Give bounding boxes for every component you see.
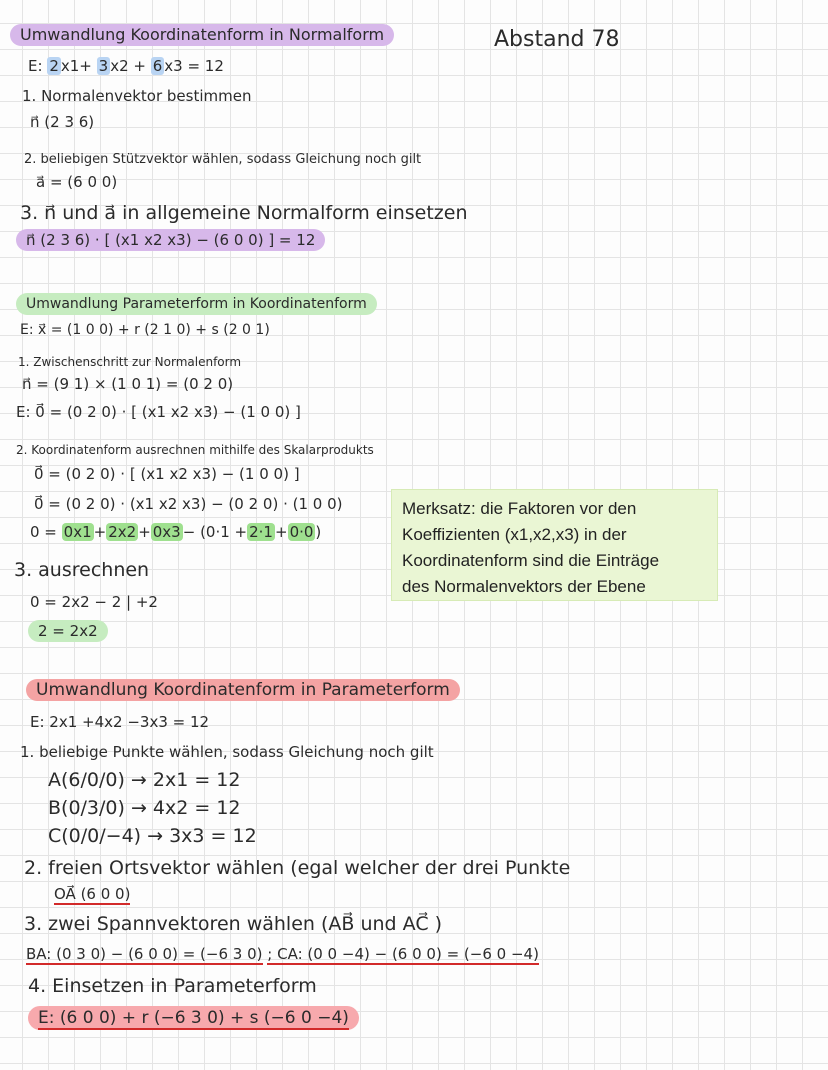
section1-step3-value: n⃗ (2 3 6) · [ (x1 x2 x3) − (6 0 0) ] = 12 [16, 229, 325, 251]
header-note: Abstand 78 [494, 27, 620, 52]
section2-step2: 2. Koordinatenform ausrechnen mithilfe des Skalarprodukts [16, 443, 374, 457]
section3-point-c: C(0/0/−4) → 3x3 = 12 [48, 825, 257, 847]
section2-title: Umwandlung Parameterform in Koordinatenform [16, 293, 377, 315]
section3-step2: 2. freien Ortsvektor wählen (egal welcher der drei Punkte [24, 857, 571, 879]
section2-step2-line1: 0⃗ = (0 2 0) · [ (x1 x2 x3) − (1 0 0) ] [34, 465, 300, 483]
section1-step2: 2. beliebigen Stützvektor wählen, sodass Gleichung noch gilt [24, 152, 422, 167]
merksatz-line: des Normalenvektors der Ebene [402, 577, 646, 596]
section3-step2-value: OA⃗ (6 0 0) [54, 885, 131, 903]
section2-step1-value-b: E: 0⃗ = (0 2 0) · [ (x1 x2 x3) − (1 0 0) ] [16, 403, 301, 421]
section3-step1: 1. beliebige Punkte wählen, sodass Gleichung noch gilt [20, 743, 434, 761]
section2-step3-value: 0 = 2x2 − 2 | +2 [30, 593, 158, 611]
section3-point-a: A(6/0/0) → 2x1 = 12 [48, 769, 241, 791]
section1-step1: 1. Normalenvektor bestimmen [22, 87, 252, 105]
section1-step3: 3. n⃗ und a⃗ in allgemeine Normalform einsetzen [20, 202, 468, 224]
section1-step1-value: n⃗ (2 3 6) [30, 113, 95, 131]
section2-step1: 1. Zwischenschritt zur Normalenform [18, 355, 242, 369]
section2-step2-line3: 0 = 0x1 + 2x2 + 0x3 − (0·1 + 2·1 + 0·0 ) [30, 523, 322, 541]
section3-equation: E: 2x1 +4x2 −3x3 = 12 [30, 713, 210, 731]
section2-step3: 3. ausrechnen [14, 559, 150, 581]
section3-step4-value: E: (6 0 0) + r (−6 3 0) + s (−6 0 −4) [28, 1006, 359, 1030]
section3-step4: 4. Einsetzen in Parameterform [28, 975, 317, 997]
merksatz-line: Koeffizienten (x1,x2,x3) in der [402, 525, 627, 544]
section3-step3: 3. zwei Spannvektoren wählen (AB⃗ und AC⃗ ) [24, 913, 443, 935]
section2-step3-result: 2 = 2x2 [28, 620, 108, 642]
section2-equation: E: x⃗ = (1 0 0) + r (2 1 0) + s (2 0 1) [20, 322, 270, 338]
section2-step2-line2: 0⃗ = (0 2 0) · (x1 x2 x3) − (0 2 0) · (1 0 0) [34, 495, 343, 513]
section3-step3-value: BA: (0 3 0) − (6 0 0) = (−6 3 0) ; CA: (0 0 −4) − (6 0 0) = (−6 0 −4) [26, 945, 539, 963]
section3-point-b: B(0/3/0) → 4x2 = 12 [48, 797, 241, 819]
section1-step2-value: a⃗ = (6 0 0) [36, 173, 118, 191]
section3-title: Umwandlung Koordinatenform in Parameterform [26, 679, 460, 701]
merksatz-line: Koordinatenform sind die Einträge [402, 551, 660, 570]
section2-step1-value-a: n⃗ = (9 1) × (1 0 1) = (0 2 0) [22, 375, 234, 393]
merksatz-box [391, 489, 718, 601]
section1-equation: E: 2 x1+ 3 x2 + 6 x3 = 12 [28, 57, 224, 75]
merksatz-line: Merksatz: die Faktoren vor den [402, 499, 637, 518]
section1-title: Umwandlung Koordinatenform in Normalform [10, 24, 394, 46]
